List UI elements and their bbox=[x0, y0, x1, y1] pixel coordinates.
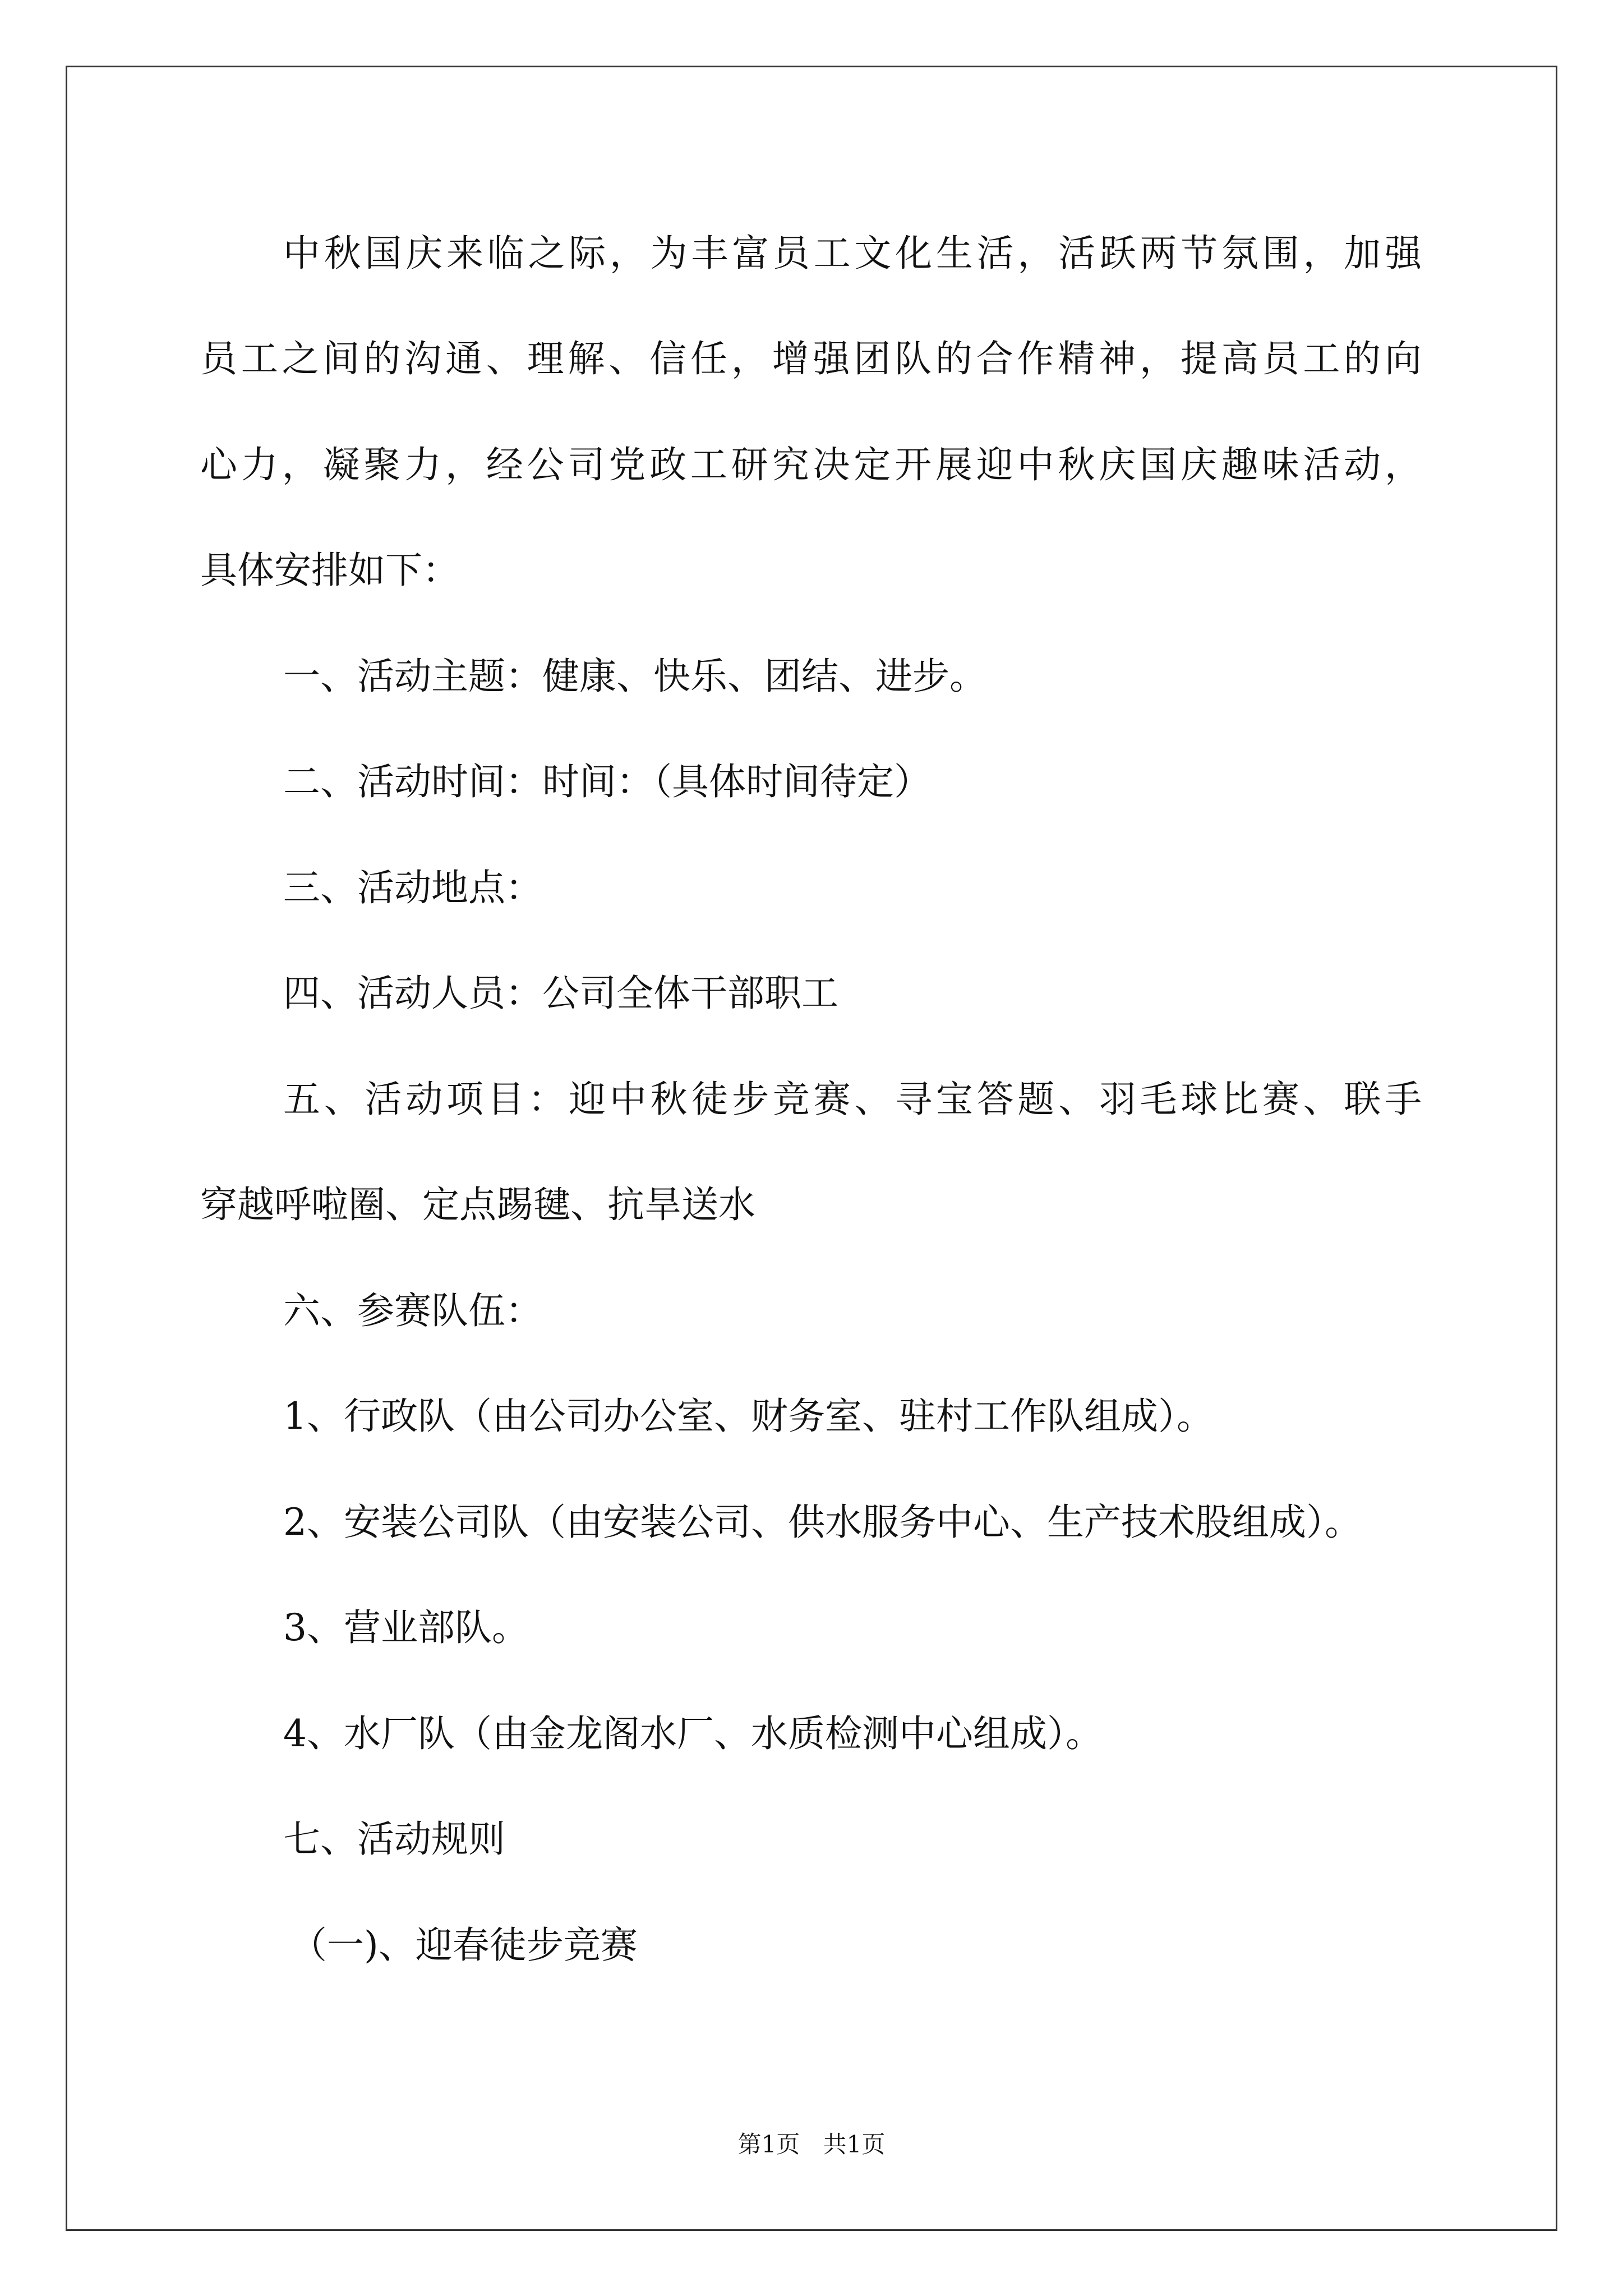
team-item-2: 2、安装公司队（由安装公司、供水服务中心、生产技术股组成）。 bbox=[283, 1501, 1362, 1544]
section-teams: 六、参赛队伍： bbox=[283, 1289, 542, 1332]
team-item-1: 1、行政队（由公司办公室、财务室、驻村工作队组成）。 bbox=[283, 1395, 1214, 1438]
rule-subheading-1: （一)、迎春徒步竞赛 bbox=[290, 1924, 638, 1967]
paragraph-intro-line-4: 具体安排如下： bbox=[200, 549, 459, 592]
page-number: 第1页 bbox=[737, 2131, 800, 2158]
section-location: 三、活动地点： bbox=[283, 866, 542, 909]
paragraph-intro-line-3: 心力，凝聚力，经公司党政工研究决定开展迎中秋庆国庆趣味活动， bbox=[200, 443, 1422, 486]
page-total: 共1页 bbox=[823, 2131, 886, 2158]
section-rules: 七、活动规则 bbox=[283, 1818, 505, 1861]
team-item-3: 3、营业部队。 bbox=[283, 1606, 529, 1649]
section-events-line-2: 穿越呼啦圈、定点踢毽、抗旱送水 bbox=[200, 1183, 755, 1226]
page-footer bbox=[0, 2131, 1623, 2159]
section-time: 二、活动时间：时间：（具体时间待定） bbox=[283, 760, 931, 803]
paragraph-intro-line-2: 员工之间的沟通、理解、信任，增强团队的合作精神，提高员工的向 bbox=[200, 337, 1422, 380]
team-item-4: 4、水厂队（由金龙阁水厂、水质检测中心组成）。 bbox=[283, 1712, 1103, 1755]
section-participants: 四、活动人员：公司全体干部职工 bbox=[283, 972, 838, 1015]
section-theme: 一、活动主题：健康、快乐、团结、进步。 bbox=[283, 655, 986, 698]
section-events-line-1: 五、活动项目：迎中秋徒步竞赛、寻宝答题、羽毛球比赛、联手 bbox=[283, 1078, 1422, 1121]
page-border bbox=[66, 66, 1557, 2231]
paragraph-intro-line-1: 中秋国庆来临之际，为丰富员工文化生活，活跃两节氛围，加强 bbox=[283, 232, 1422, 275]
